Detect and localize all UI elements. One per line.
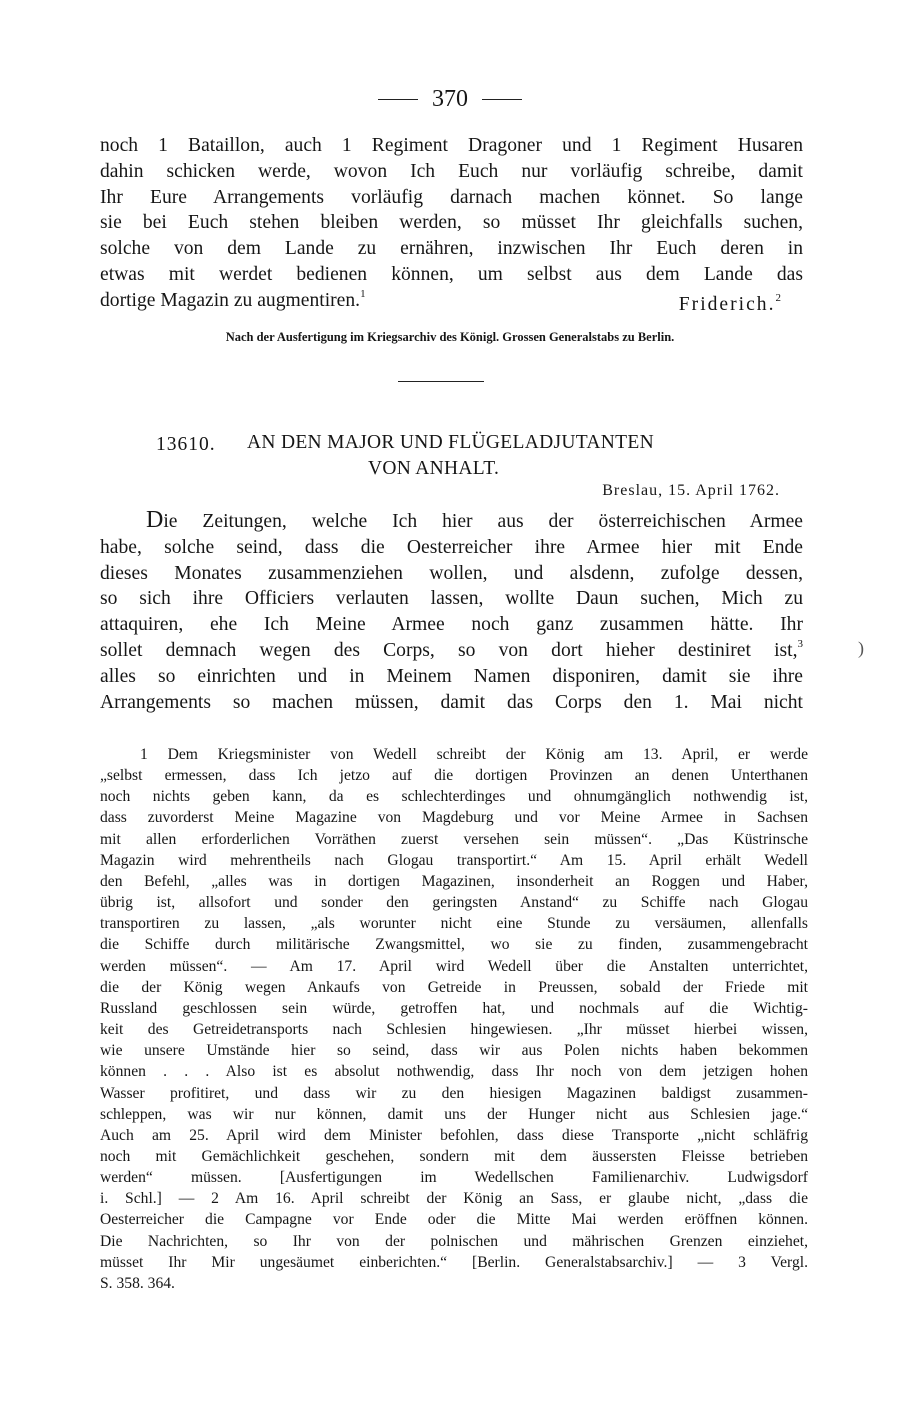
footnote-line: können . . . Also ist es absolut nothwendig, dass Ihr noch von dem jetzigen hohen — [100, 1063, 808, 1081]
header-rule-right — [482, 99, 522, 100]
footnote-reference: 2 — [775, 291, 783, 304]
continued-text — [100, 133, 803, 314]
footnote-line: i. Schl.] — 2 Am 16. April schreibt der König an Sass, er glaube nicht, „dass die — [100, 1190, 808, 1208]
footnote-line: S. 358. 364. — [100, 1274, 175, 1292]
text-line: sollet demnach wegen des Corps, so von dort hieher destiniret ist,$^3$ — [100, 637, 803, 661]
footnote-line: werden“ müssen. [Ausfertigungen im Wedellschen Familienarchiv. Ludwigsdorf — [100, 1169, 808, 1187]
footnote-line: übrig ist, allsofort und sonder den geringsten Anstand“ zu Schiffe nach Glogau — [100, 894, 808, 912]
letter-title-line: AN DEN MAJOR UND FLÜGELADJUTANTEN — [247, 432, 654, 453]
margin-mark: ) — [858, 638, 864, 658]
text-line: dieses Monates zusammenziehen wollen, und alsdenn, zufolge dessen, — [100, 562, 803, 584]
footnote-line: dass zuvorderst Meine Magazine von Magdeburg und vor Meine Armee in Sachsen — [100, 809, 808, 827]
footnote-line: Russland geschlossen sein würde, getroffen hat, und nochmals auf die Wichtig- — [100, 999, 808, 1017]
text-line: alles so einrichten und in Meinem Namen disponiren, damit sie ihre — [100, 665, 803, 687]
letter-body — [100, 508, 803, 715]
footnote-line: müsset Ihr Mir ungesäumet einberichten.“ [Berlin. Generalstabsarchiv.] — 3 Vergl. — [100, 1253, 808, 1271]
footnotes — [100, 744, 808, 1294]
page-number: 370 — [432, 86, 468, 112]
dateline: Breslau, 15. April 1762. — [602, 482, 780, 499]
footnote-line: den Befehl, „alles was in dortigen Magazinen, insonderheit an Roggen und Haber, — [100, 872, 808, 890]
header-rule-left — [378, 99, 418, 100]
text-line: Arrangements so machen müssen, damit das Corps den 1. Mai nicht — [100, 691, 803, 713]
footnote-line: werden müssen“. — Am 17. April wird Wedell über die Anstalten unterrichtet, — [100, 957, 808, 975]
footnote-line: 1 Dem Kriegsminister von Wedell schreibt der König am 13. April, er werde — [140, 746, 808, 763]
footnote-line: schleppen, was wir nur können, damit uns der Hunger nicht aus Schlesien jage.“ — [100, 1105, 808, 1123]
text-line: so sich ihre Officiers verlauten lassen, wollte Daun suchen, Mich zu — [100, 588, 803, 610]
source-note: Nach der Ausfertigung im Kriegsarchiv des Königl. Grossen Generalstabs zu Berlin. — [225, 330, 675, 344]
footnote-marker: 1 — [140, 746, 148, 763]
text-line: noch 1 Bataillon, auch 1 Regiment Dragoner und 1 Regiment Husaren — [100, 135, 803, 156]
text-line: Ihr Eure Arrangements vorläufig darnach machen könnet. So lange — [100, 186, 803, 208]
text-line: sie bei Euch stehen bleiben werden, so müsset Ihr gleichfalls suchen, — [100, 212, 803, 234]
letter-title-line: VON ANHALT. — [368, 458, 500, 479]
text-line: Die Zeitungen, welche Ich hier aus der österreichischen Armee — [146, 507, 803, 533]
footnote-line: Auch am 25. April wird dem Minister befohlen, dass diese Transporte „nicht schläfrig — [100, 1126, 808, 1144]
text-line: etwas mit werdet bedienen können, um selbst aus dem Lande das — [100, 263, 803, 285]
text-line: dahin schicken werde, wovon Ich Euch nur vorläufig schreibe, damit — [100, 160, 803, 182]
closing-line — [100, 288, 803, 314]
footnote-line: keit des Getreidetransports nach Schlesien hingewiesen. „Ihr müsset hierbei wissen, — [100, 1021, 808, 1039]
footnote-line: Wasser profitiret, und dass wir zu den hiesigen Magazinen baldigst zusammen- — [100, 1084, 808, 1102]
text-line: dortige Magazin zu augmentiren. — [100, 289, 361, 311]
footnote-line: Die Nachrichten, so Ihr von der polnischen und mährischen Grenzen einziehet, — [100, 1232, 808, 1250]
footnote-line: Magazin wird mehrentheils nach Glogau transportirt.“ Am 15. April erhält Wedell — [100, 851, 808, 869]
footnote-line: die Schiffe durch militärische Zwangsmittel, wo sie zu finden, zusammengebracht — [100, 936, 808, 954]
footnote-reference: 1 — [360, 287, 366, 300]
text-line: attaquiren, ehe Ich Meine Armee noch ganz zusammen hätte. Ihr — [100, 614, 803, 636]
text-line: habe, solche seind, dass die Oesterreicher ihre Armee hier mit Ende — [100, 536, 803, 558]
footnote-line: transportiren zu lassen, „als worunter nicht eine Stunde zu versäumen, allenfalls — [100, 915, 808, 933]
page-header — [0, 86, 900, 116]
footnote-reference: 3 — [797, 637, 803, 650]
section-divider — [398, 381, 484, 382]
footnote-line: Oesterreicher die Campagne vor Ende oder die Mitte Mai werden eröffnen können. — [100, 1211, 808, 1229]
footnote-line: noch nichts geben kann, da es schlechterdinges und ohnumgänglich nothwendig ist, — [100, 788, 808, 806]
footnote-line: noch mit Gemächlichkeit geschehen, sondern mit dem äussersten Fleisse betrieben — [100, 1147, 808, 1165]
letter-number: 13610. — [156, 434, 216, 455]
footnote-line: mit allen erforderlichen Vorräthen zuerst versehen sein müssen“. „Das Küstrinsche — [100, 830, 808, 848]
signature: Friderich. — [678, 293, 776, 315]
initial-letter: D — [146, 507, 164, 533]
footnote-line: „selbst ermessen, dass Ich jetzo auf die dortigen Provinzen an denen Unterthanen — [100, 767, 808, 785]
footnote-line: die der König wegen Ankaufs von Getreide in Preussen, sobald der Friede mit — [100, 978, 808, 996]
footnote-line: wie unsere Umstände hier so seind, dass wir aus Polen nichts haben bekommen — [100, 1042, 808, 1060]
text-line: solche von dem Lande zu ernähren, inzwischen Ihr Euch deren in — [100, 238, 803, 260]
